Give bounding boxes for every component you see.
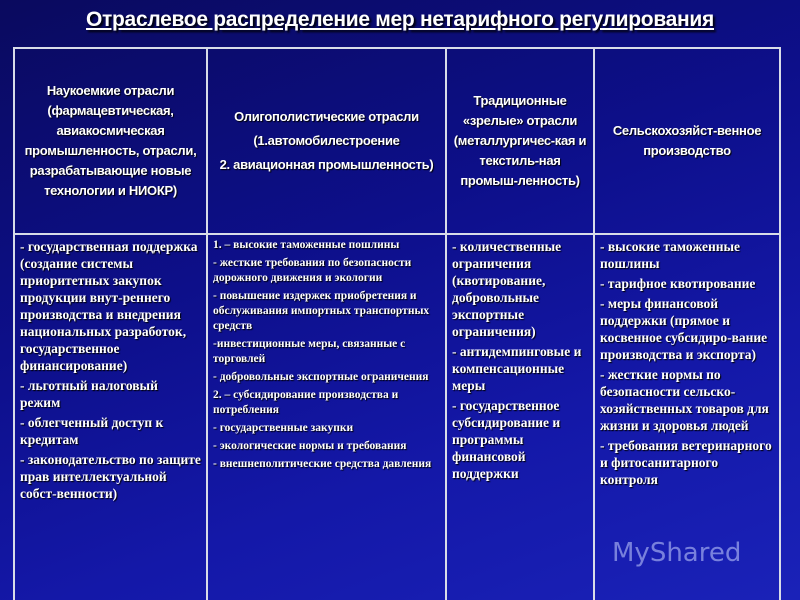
list-item: - облегченный доступ к кредитам bbox=[20, 415, 164, 447]
list-item: - государственная поддержка (создание системы приоритетных закупок продукции внут-реннего производства и внедрения национальных разработок, государственное финансирование) bbox=[20, 239, 198, 373]
regulation-table bbox=[13, 47, 781, 600]
list-item: - внешнеполитические средства давления bbox=[213, 458, 432, 470]
list-item: 2. – субсидирование производства и потребления bbox=[213, 389, 399, 416]
list-item: - льготный налоговый режим bbox=[20, 378, 158, 410]
list-item: - государственные закупки bbox=[213, 422, 354, 434]
list-item: - антидемпинговые и компенсационные меры bbox=[452, 344, 582, 393]
list-item: -инвестиционные меры, связанные с торговлей bbox=[213, 338, 406, 365]
header-text: 2. авиационная промышленность) bbox=[219, 157, 434, 172]
header-cell-traditional bbox=[446, 48, 594, 234]
list-item: - повышение издержек приобретения и обслуживания импортных транспортных средств bbox=[213, 290, 430, 332]
watermark-logo: MyShared bbox=[612, 538, 742, 568]
header-text: Сельскохозяйст-венное производство bbox=[612, 123, 762, 158]
list-item: - меры финансовой поддержки (прямое и косвенное субсидиро-вание производства и экспорта) bbox=[600, 296, 768, 362]
cell-traditional-measures bbox=[446, 234, 594, 600]
header-text: Традиционные «зрелые» отрасли (металлургичес-кая и текстиль-ная промыш-ленность) bbox=[453, 93, 587, 188]
list-item: - требования ветеринарного и фитосанитарного контроля bbox=[600, 438, 772, 487]
list-item: - экологические нормы и требования bbox=[213, 440, 407, 452]
list-item: - тарифное квотирование bbox=[600, 276, 756, 291]
list-item: - добровольные экспортные ограничения bbox=[213, 371, 429, 383]
table-header-row bbox=[14, 48, 780, 234]
list-item: - государственное субсидирование и программы финансовой поддержки bbox=[452, 398, 561, 481]
slide-title: Отраслевое распределение мер нетарифного регулирования bbox=[86, 8, 714, 31]
list-item: - высокие таможенные пошлины bbox=[600, 239, 741, 271]
list-item: - законодательство по защите прав интеллектуальной собст-венности) bbox=[20, 452, 201, 501]
cell-oligopoly-measures bbox=[207, 234, 446, 600]
cell-high-tech-measures bbox=[14, 234, 207, 600]
list-item: 1. – высокие таможенные пошлины bbox=[213, 239, 400, 251]
list-item: - жесткие требования по безопасности дорожного движения и экологии bbox=[213, 257, 412, 284]
header-text: Олигополистические отрасли bbox=[234, 109, 419, 124]
header-cell-agriculture bbox=[594, 48, 780, 234]
list-item: - жесткие нормы по безопасности сельско-хозяйственных товаров для жизни и здоровья людей bbox=[600, 367, 769, 433]
header-cell-oligopoly bbox=[207, 48, 446, 234]
header-text: Наукоемкие отрасли (фармацевтическая, авиакосмическая промышленность, отрасли, разрабатывающие новые технологии и НИОКР) bbox=[24, 83, 197, 198]
header-cell-high-tech bbox=[14, 48, 207, 234]
list-item: - количественные ограничения (квотирование, добровольные экспортные ограничения) bbox=[452, 239, 562, 339]
header-text: (1.автомобилестроение bbox=[253, 133, 400, 148]
